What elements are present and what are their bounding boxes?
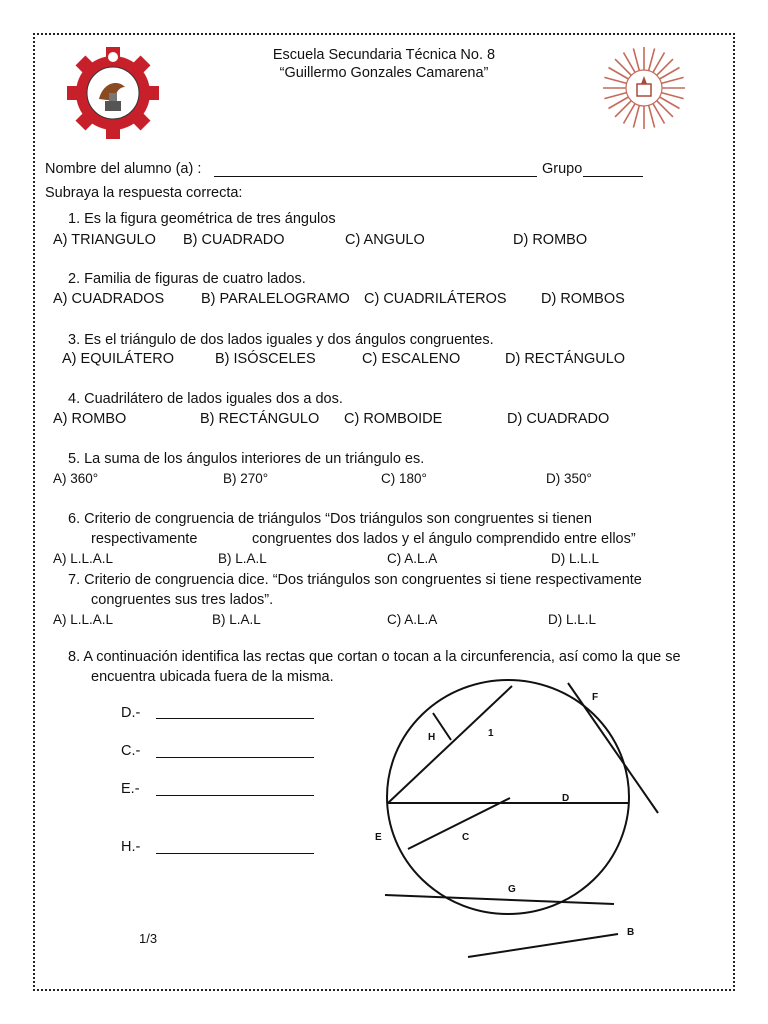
dgest-gear-seal-icon bbox=[602, 45, 686, 131]
q7-option-a[interactable]: A) L.L.A.L bbox=[53, 612, 114, 627]
line-f bbox=[568, 683, 658, 813]
q6-option-d[interactable]: D) L.L.L bbox=[551, 551, 600, 566]
question-4-text: 4. Cuadrilátero de lados iguales dos a dos. bbox=[68, 391, 343, 407]
q6-option-b[interactable]: B) L.A.L bbox=[218, 551, 267, 566]
q7-option-c[interactable]: C) A.L.A bbox=[387, 612, 438, 627]
fill-field-c[interactable] bbox=[156, 757, 314, 758]
circle-diagram bbox=[360, 670, 680, 970]
student-name-field[interactable] bbox=[214, 176, 537, 177]
q5-option-d[interactable]: D) 350° bbox=[546, 471, 592, 486]
student-name-label: Nombre del alumno (a) : bbox=[45, 161, 202, 177]
page-number: 1/3 bbox=[139, 931, 158, 946]
q6-option-c[interactable]: C) A.L.A bbox=[387, 551, 438, 566]
q2-option-a[interactable]: A) CUADRADOS bbox=[53, 291, 165, 307]
question-3-text: 3. Es el triángulo de dos lados iguales y dos ángulos congruentes. bbox=[68, 332, 494, 348]
label-h: H bbox=[428, 732, 436, 743]
q7-option-d[interactable]: D) L.L.L bbox=[548, 612, 597, 627]
q4-option-d[interactable]: D) CUADRADO bbox=[507, 411, 610, 427]
q1-option-b[interactable]: B) CUADRADO bbox=[183, 232, 285, 248]
q2-option-d[interactable]: D) ROMBOS bbox=[541, 291, 625, 307]
q2-option-c[interactable]: C) CUADRILÁTEROS bbox=[364, 291, 507, 307]
label-e: E bbox=[375, 832, 382, 843]
line-h bbox=[433, 713, 451, 740]
group-label: Grupo bbox=[542, 161, 583, 177]
line-b bbox=[468, 934, 618, 957]
question-8-text-line2: encuentra ubicada fuera de la misma. bbox=[91, 669, 334, 685]
q5-option-c[interactable]: C) 180° bbox=[381, 471, 427, 486]
q3-option-c[interactable]: C) ESCALENO bbox=[362, 351, 461, 367]
label-g: G bbox=[508, 884, 516, 895]
question-2-text: 2. Familia de figuras de cuatro lados. bbox=[68, 271, 306, 287]
fill-label-c: C.- bbox=[121, 743, 141, 759]
q1-option-d[interactable]: D) ROMBO bbox=[513, 232, 588, 248]
q7-option-b[interactable]: B) L.A.L bbox=[212, 612, 261, 627]
question-8-text: 8. A continuación identifica las rectas que cortan o tocan a la circunferencia, así como la que se bbox=[68, 649, 681, 665]
q4-option-a[interactable]: A) ROMBO bbox=[53, 411, 127, 427]
q6-option-a[interactable]: A) L.L.A.L bbox=[53, 551, 114, 566]
fill-field-h[interactable] bbox=[156, 853, 314, 854]
instructions: Subraya la respuesta correcta: bbox=[45, 185, 243, 201]
fill-label-e: E.- bbox=[121, 781, 140, 797]
q5-option-a[interactable]: A) 360° bbox=[53, 471, 99, 486]
question-6-text: 6. Criterio de congruencia de triángulos “Dos triángulos son congruentes si tienen bbox=[68, 511, 592, 527]
label-b: B bbox=[627, 927, 635, 938]
q1-option-c[interactable]: C) ANGULO bbox=[345, 232, 425, 248]
q4-option-c[interactable]: C) ROMBOIDE bbox=[344, 411, 443, 427]
question-7-text: 7. Criterio de congruencia dice. “Dos triángulos son congruentes si tiene respectivamente bbox=[68, 572, 642, 588]
school-line: Escuela Secundaria Técnica No. 8 bbox=[272, 47, 496, 63]
question-1-text: 1. Es la figura geométrica de tres ángulos bbox=[68, 211, 336, 227]
q1-option-a[interactable]: A) TRIANGULO bbox=[53, 232, 156, 248]
line-c bbox=[408, 798, 510, 849]
circumference bbox=[387, 680, 629, 914]
line-1 bbox=[388, 686, 512, 803]
q5-option-b[interactable]: B) 270° bbox=[223, 471, 269, 486]
school-gear-seal-icon bbox=[66, 46, 160, 140]
label-d: D bbox=[562, 793, 570, 804]
q4-option-b[interactable]: B) RECTÁNGULO bbox=[200, 411, 320, 427]
school-name: “Guillermo Gonzales Camarena” bbox=[279, 65, 489, 81]
q2-option-b[interactable]: B) PARALELOGRAMO bbox=[201, 291, 350, 307]
label-f: F bbox=[592, 692, 599, 703]
q3-option-b[interactable]: B) ISÓSCELES bbox=[215, 351, 316, 367]
question-7-text-line2: congruentes sus tres lados”. bbox=[91, 592, 274, 608]
fill-label-h: H.- bbox=[121, 839, 141, 855]
line-g bbox=[385, 895, 614, 904]
group-field[interactable] bbox=[583, 176, 643, 177]
q3-option-d[interactable]: D) RECTÁNGULO bbox=[505, 351, 626, 367]
fill-label-d: D.- bbox=[121, 705, 141, 721]
q3-option-a[interactable]: A) EQUILÁTERO bbox=[62, 351, 174, 367]
question-5-text: 5. La suma de los ángulos interiores de un triángulo es. bbox=[68, 451, 425, 467]
question-6-text-line2b: congruentes dos lados y el ángulo comprendido entre ellos” bbox=[252, 531, 636, 547]
fill-field-d[interactable] bbox=[156, 718, 314, 719]
label-1: 1 bbox=[488, 728, 494, 739]
label-c: C bbox=[462, 832, 470, 843]
question-6-text-line2a: respectivamente bbox=[91, 531, 198, 547]
fill-field-e[interactable] bbox=[156, 795, 314, 796]
